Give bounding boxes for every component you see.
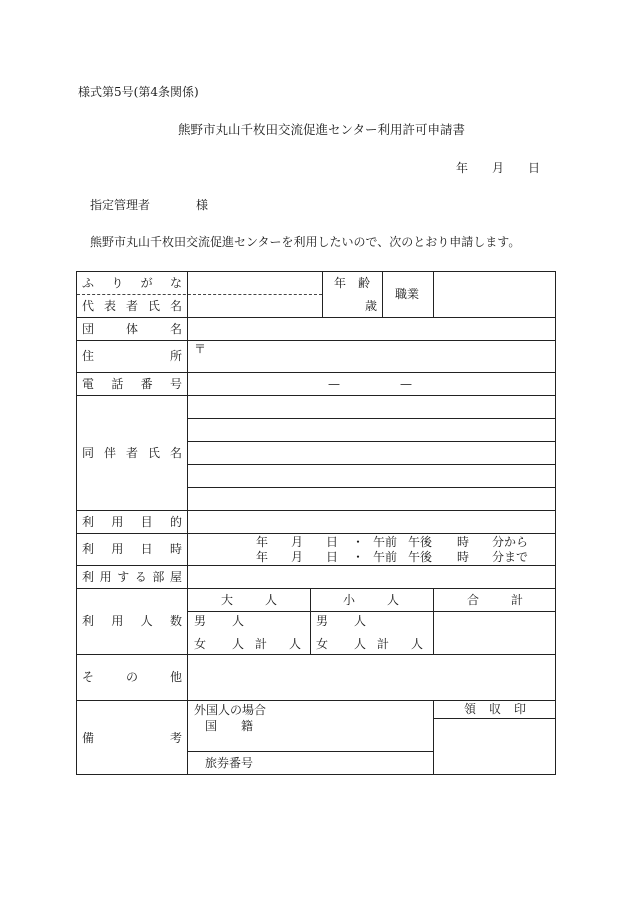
dt-until: 分まで (492, 550, 529, 564)
dt-hour-2: 時 (457, 550, 470, 564)
adult-male-label: 男 (194, 614, 207, 628)
adult-subtotal-label: 計 (255, 637, 268, 651)
dt-day-2: 日 (326, 550, 339, 564)
total-header: 合 計 (467, 593, 523, 607)
child-female-label: 女 (316, 637, 329, 651)
group-name-label: 団 体 名 (82, 322, 182, 336)
dt-am-1: 午前 (373, 535, 398, 549)
postal-mark: 〒 (194, 342, 207, 356)
dt-from: 分から (492, 535, 529, 549)
dt-pm-1: 午後 (408, 535, 433, 549)
people-label: 利 用 人 数 (82, 614, 182, 628)
child-male-label: 男 (316, 614, 329, 628)
phone-separator-2: — (400, 377, 412, 391)
child-subtotal-label: 計 (377, 637, 390, 651)
foreigner-label: 外国人の場合 (194, 703, 267, 717)
phone-separator-1: — (328, 377, 340, 391)
dt-dot-1: ・ (352, 535, 365, 549)
child-subtotal-unit: 人 (411, 637, 424, 651)
dt-year-2: 年 (256, 550, 269, 564)
passport-label: 旅券番号 (205, 756, 254, 770)
furigana-label: ふ り が な (82, 276, 182, 290)
dt-am-2: 午前 (373, 550, 398, 564)
dt-hour-1: 時 (457, 535, 470, 549)
adult-male-unit: 人 (232, 614, 245, 628)
child-header: 小 人 (343, 593, 399, 607)
purpose-label: 利 用 目 的 (82, 515, 182, 529)
dt-day-1: 日 (326, 535, 339, 549)
receipt-stamp-label: 領 収 印 (464, 702, 526, 716)
age-label: 年 齢 (334, 276, 370, 290)
dt-month-2: 月 (291, 550, 304, 564)
child-female-unit: 人 (354, 637, 367, 651)
adult-subtotal-unit: 人 (289, 637, 302, 651)
adult-female-unit: 人 (232, 637, 245, 651)
datetime-label: 利 用 日 時 (82, 542, 182, 556)
dt-dot-2: ・ (352, 550, 365, 564)
form-number: 様式第5号(第4条関係) (78, 85, 199, 99)
date-month-label: 月 (492, 161, 505, 175)
address-label: 住 所 (82, 349, 182, 363)
date-year-label: 年 (456, 161, 469, 175)
addressee-suffix: 様 (196, 198, 209, 212)
adult-header: 大 人 (221, 593, 277, 607)
phone-label: 電 話 番 号 (82, 377, 182, 391)
adult-female-label: 女 (194, 637, 207, 651)
addressee-label: 指定管理者 (90, 198, 151, 212)
dt-month-1: 月 (291, 535, 304, 549)
remarks-label: 備 考 (82, 731, 182, 745)
room-label: 利 用 す る 部 屋 (82, 570, 182, 584)
companions-label: 同 伴 者 氏 名 (82, 446, 182, 460)
occupation-label: 職業 (395, 287, 420, 301)
other-label: そ の 他 (82, 670, 182, 684)
date-day-label: 日 (528, 161, 541, 175)
form-title: 熊野市丸山千枚田交流促進センター利用許可申請書 (178, 122, 466, 137)
dt-year-1: 年 (256, 535, 269, 549)
intro-text: 熊野市丸山千枚田交流促進センターを利用したいので、次のとおり申請します。 (90, 235, 521, 249)
child-male-unit: 人 (354, 614, 367, 628)
dt-pm-2: 午後 (408, 550, 433, 564)
nationality-label: 国 籍 (205, 719, 253, 733)
age-unit: 歳 (365, 299, 378, 313)
representative-label: 代 表 者 氏 名 (82, 299, 182, 313)
